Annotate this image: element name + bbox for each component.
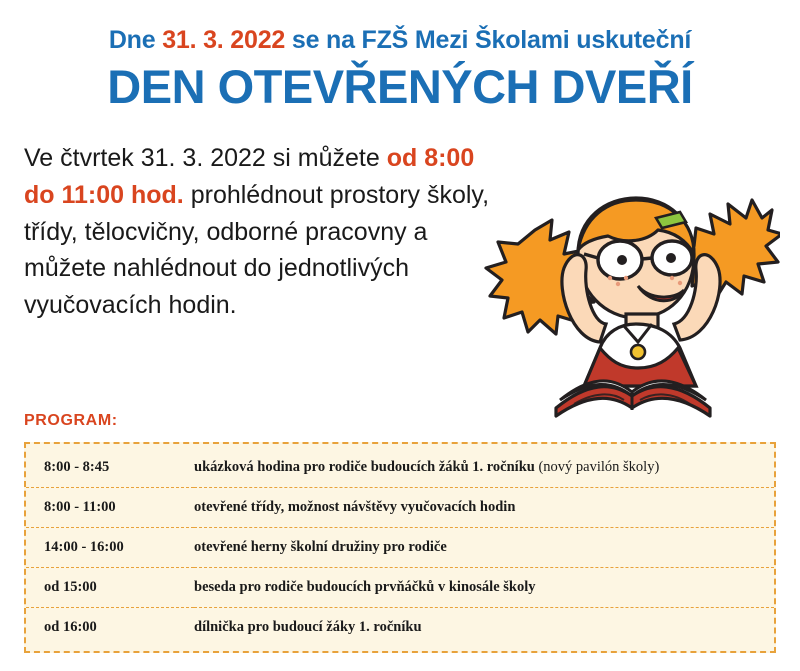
table-row bbox=[26, 608, 774, 648]
table-row bbox=[26, 528, 774, 568]
program-label: PROGRAM: bbox=[24, 412, 118, 429]
program-desc bbox=[194, 608, 774, 648]
body-highlight-time: od 8:00 do 11:00 hod. bbox=[24, 144, 475, 209]
table-row bbox=[26, 488, 774, 528]
body-paragraph bbox=[24, 140, 494, 324]
program-table-body bbox=[26, 448, 774, 647]
program-desc bbox=[194, 568, 774, 608]
page-title: DEN OTEVŘENÝCH DVEŘÍ bbox=[107, 60, 693, 113]
headline-intro bbox=[24, 26, 776, 55]
program-desc-main: beseda pro rodiče budoucích prvňáčků v kinosále školy bbox=[194, 579, 536, 595]
body-part2: prohlédnout prostory školy, třídy, tělocvičny, odborné pracovny a můžete nahlédnout do jednotlivých vyučovacích hodin. bbox=[24, 180, 490, 319]
program-desc bbox=[194, 528, 774, 568]
program-desc bbox=[194, 488, 774, 528]
body-section bbox=[24, 140, 776, 408]
headline-intro-pre: Dne bbox=[108, 26, 163, 54]
program-desc-main: dílnička pro budoucí žáky 1. ročníku bbox=[194, 619, 422, 635]
program-desc-main: otevřené třídy, možnost návštěvy vyučovacích hodin bbox=[194, 499, 516, 515]
headline-intro-post: se na FZŠ Mezi Školami uskuteční bbox=[285, 26, 692, 54]
program-time: 14:00 - 16:00 bbox=[26, 528, 194, 568]
girl-reading-book-icon bbox=[460, 172, 780, 422]
program-desc-main: ukázková hodina pro rodiče budoucích žáků 1. ročníku bbox=[194, 459, 535, 475]
program-time: od 15:00 bbox=[26, 568, 194, 608]
headline-intro-date: 31. 3. 2022 bbox=[162, 26, 286, 54]
program-desc-note: (nový pavilón školy) bbox=[534, 459, 660, 475]
program-time: 8:00 - 8:45 bbox=[44, 459, 110, 475]
table-row bbox=[26, 568, 774, 608]
table-row bbox=[26, 448, 774, 488]
body-part1: Ve čtvrtek 31. 3. 2022 si můžete bbox=[24, 144, 387, 172]
program-time: 8:00 - 11:00 bbox=[26, 488, 194, 528]
program-desc-main: otevřené herny školní družiny pro rodiče bbox=[194, 539, 447, 555]
program-desc bbox=[194, 448, 774, 488]
program-table bbox=[24, 442, 776, 653]
program-time: od 16:00 bbox=[26, 608, 194, 648]
